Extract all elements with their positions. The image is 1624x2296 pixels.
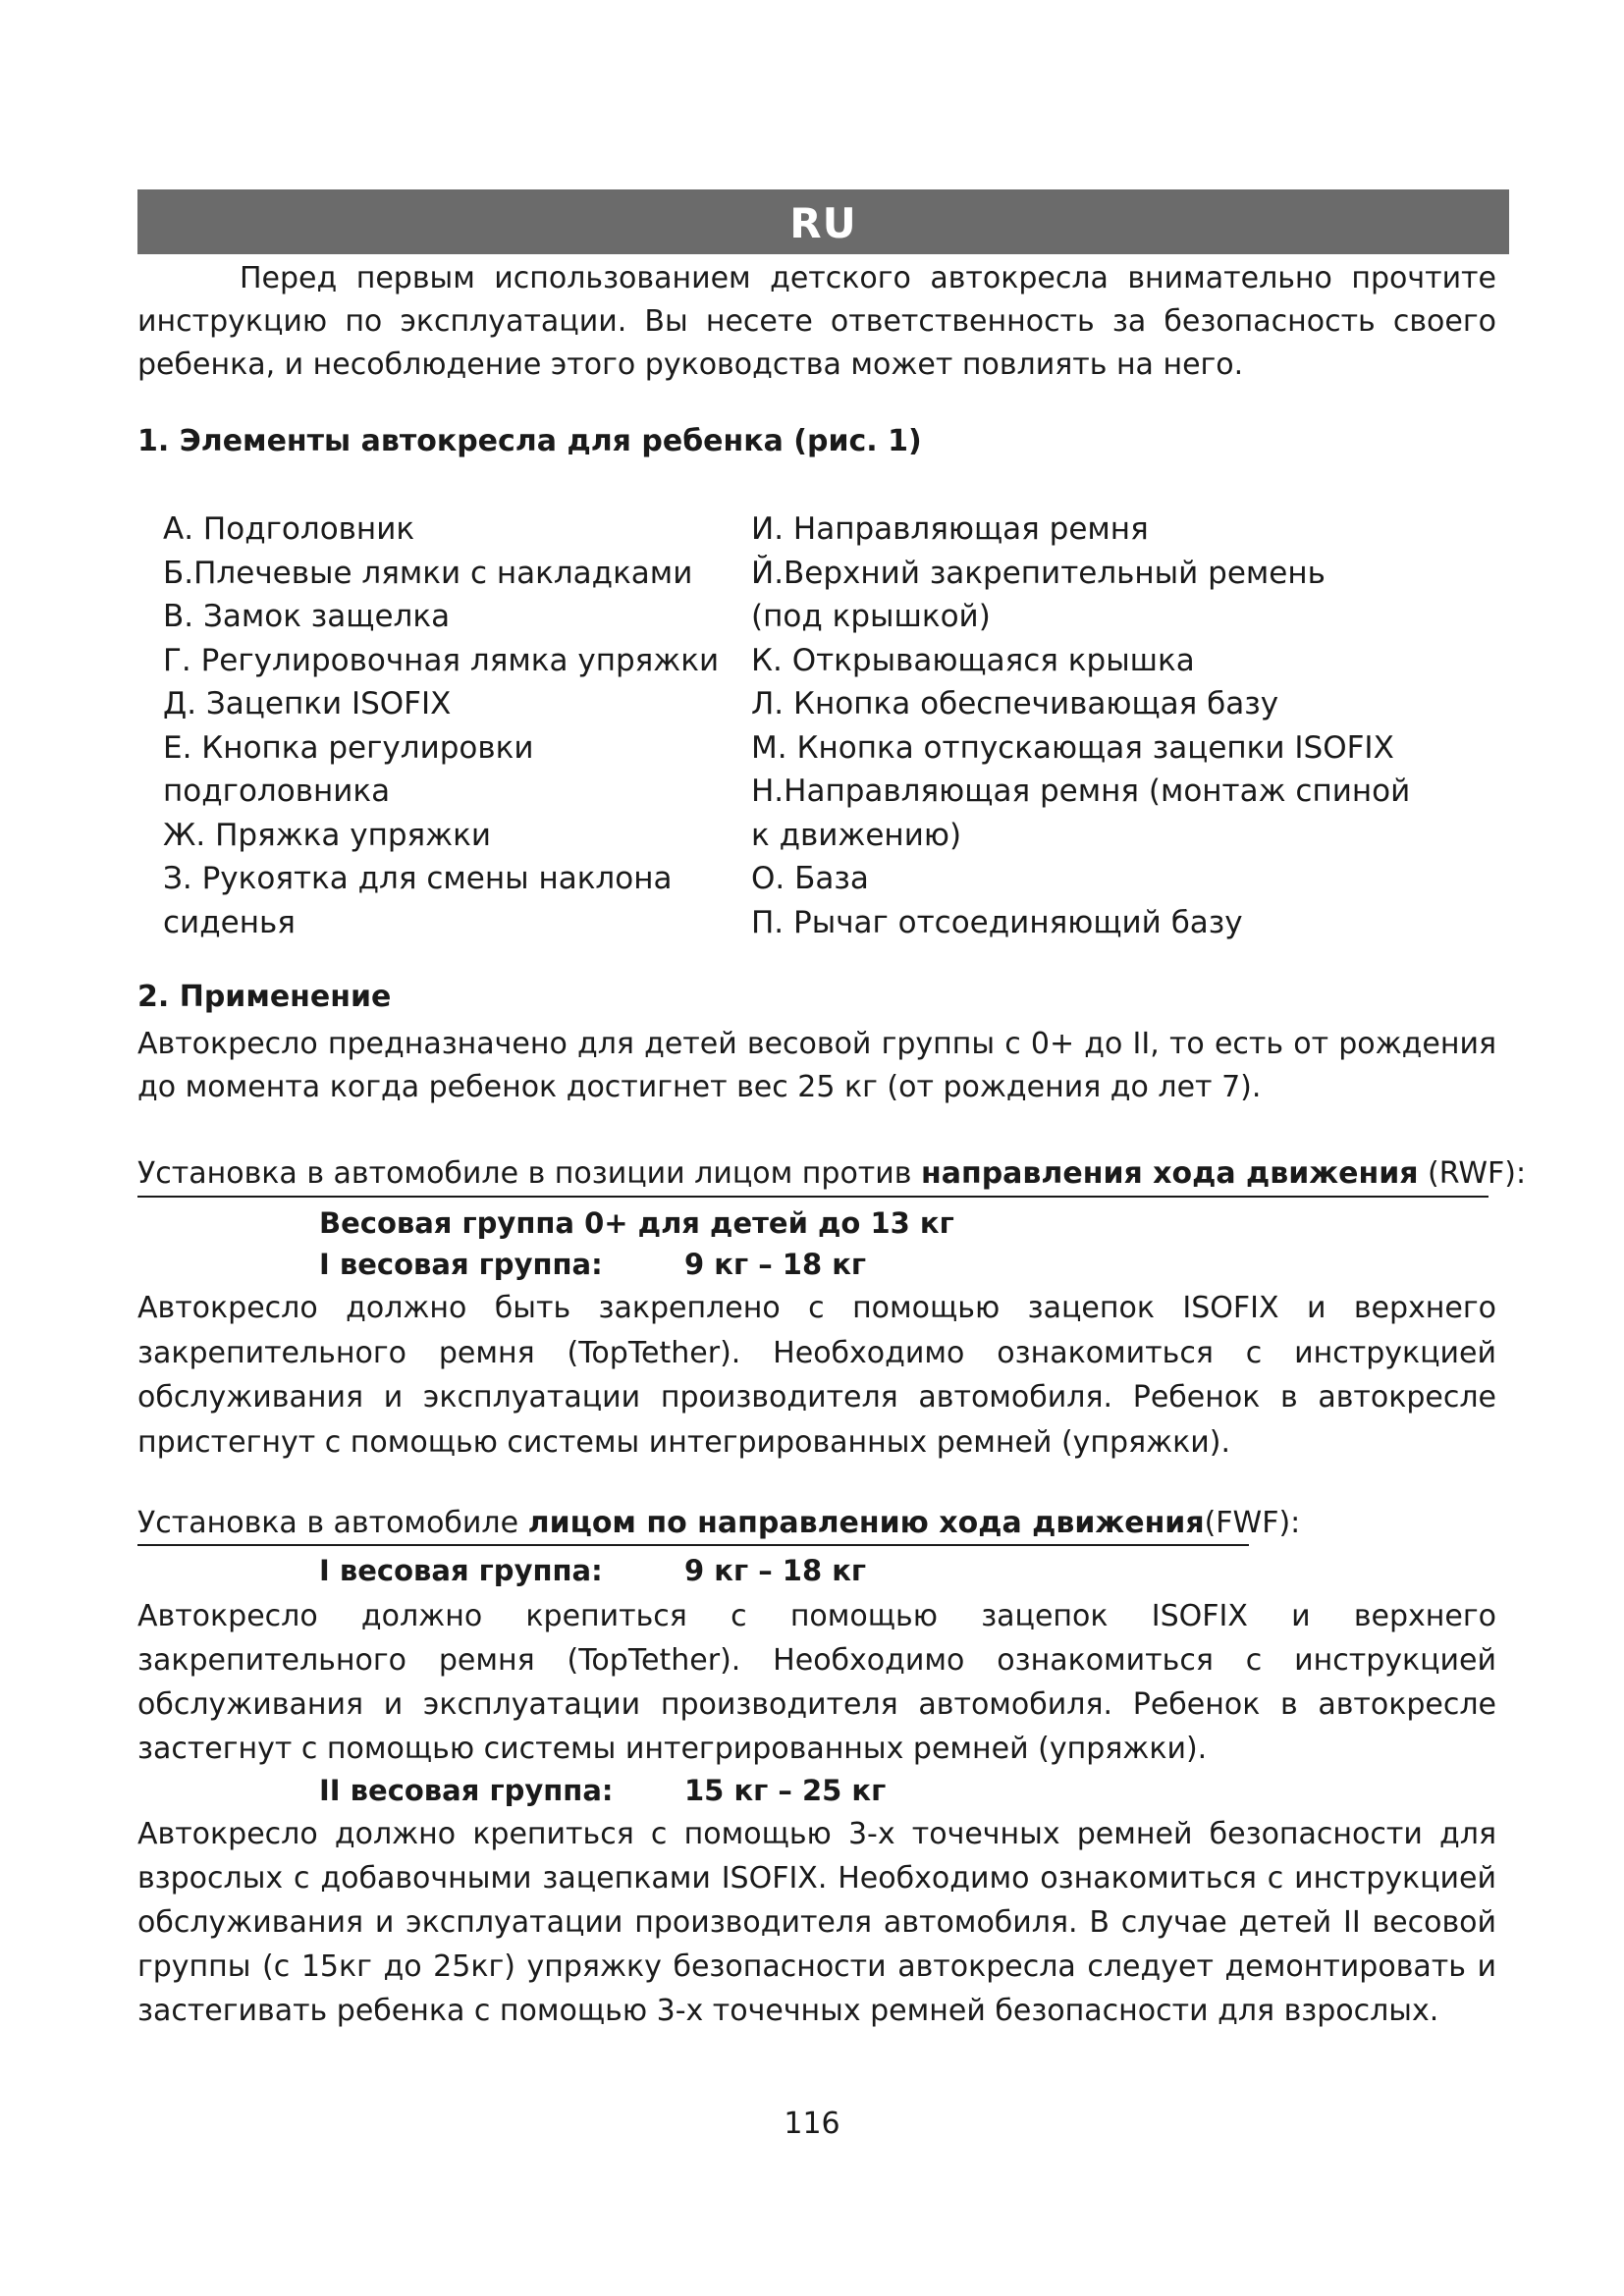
fwf-group-2-label: II весовая группа:: [319, 1774, 614, 1807]
rwf-group-1: [319, 1245, 867, 1284]
fwf-text-1: Автокресло должно крепиться с помощью зацепок ISOFIX и верхнего закрепительного ремня (TopTether). Необходимо ознакомиться с инструкцией обслуживания и эксплуатации производителя автомобиля. Ребенок в автокресле застегнут с помощью системы интегрированных ремней (упряжки).: [137, 1599, 1496, 1766]
list-item: Г. Регулировочная лямка упряжки: [163, 642, 720, 678]
section2-title: 2. Применение: [137, 980, 392, 1014]
intro-text: Перед первым использованием детского автокресла внимательно прочтите инструкцию по эксплуатации. Вы несете ответственность за безопасность своего ребенка, и несоблюдение этого руководства может повлиять на него.: [137, 261, 1496, 382]
rwf-group-0plus: Весовая группа 0+ для детей до 13 кг: [319, 1206, 954, 1240]
rwf-heading-pre: Установка в автомобиле в позиции лицом против: [137, 1156, 921, 1191]
rwf-group-1-label: I весовая группа:: [319, 1248, 603, 1281]
list-item: Д. Зацепки ISOFIX: [163, 686, 452, 721]
fwf-heading-post: (FWF):: [1204, 1506, 1301, 1540]
list-item: Ж. Пряжка упряжки: [163, 817, 491, 853]
fwf-group-2-range: 15 кг – 25 кг: [684, 1774, 887, 1807]
list-item: сиденья: [163, 904, 296, 940]
section2-text: Автокресло предназначено для детей весовой группы с 0+ до II, то есть от рождения до момента когда ребенок достигнет вес 25 кг (от рождения до лет 7).: [137, 1027, 1496, 1104]
language-header-bar: [137, 189, 1509, 254]
fwf-heading-underline: [137, 1544, 1249, 1546]
parts-list-right: [751, 507, 1497, 944]
rwf-text: Автокресло должно быть закреплено с помощью зацепок ISOFIX и верхнего закрепительного ремня (TopTether). Необходимо ознакомиться с инструкцией обслуживания и эксплуатации производителя автомобиля. Ребенок в автокресле пристегнут с помощью системы интегрированных ремней (упряжки).: [137, 1291, 1496, 1460]
fwf-heading: [137, 1504, 1300, 1543]
rwf-group-1-range: 9 кг – 18 кг: [684, 1248, 867, 1281]
list-item: подголовника: [163, 774, 391, 809]
fwf-group-2: [319, 1771, 887, 1810]
list-item: М. Кнопка отпускающая зацепки ISOFIX: [751, 729, 1394, 766]
list-item: Б.Плечевые лямки с накладками: [163, 555, 693, 591]
list-item: О. База: [751, 861, 869, 896]
fwf-heading-bold: лицом по направлению хода движения: [527, 1506, 1205, 1540]
parts-list-left: [163, 507, 720, 944]
list-item: Е. Кнопка регулировки: [163, 729, 534, 766]
rwf-heading-bold: направления хода движения: [921, 1156, 1419, 1191]
list-item: З. Рукоятка для смены наклона: [163, 861, 673, 896]
fwf-heading-pre: Установка в автомобиле: [137, 1506, 528, 1540]
intro-paragraph: [137, 257, 1496, 387]
section1-title: 1. Элементы автокресла для ребенка (рис. 1): [137, 424, 922, 458]
list-item: к движению): [751, 817, 962, 853]
fwf-text-2: Автокресло должно крепиться с помощью 3-х точечных ремней безопасности для взрослых с добавочными зацепками ISOFIX. Необходимо ознакомиться с инструкцией обслуживания и эксплуатации производителя автомобиля. В случае детей II весовой группы (с 15кг до 25кг) упряжку безопасности автокресла следует демонтировать и застегивать ребенка с помощью 3-х точечных ремней безопасности для взрослых.: [137, 1817, 1496, 2028]
list-item: (под крышкой): [751, 599, 991, 634]
rwf-heading-underline: [137, 1196, 1489, 1198]
list-item: Й.Верхний закрепительный ремень: [751, 555, 1326, 591]
list-item: В. Замок защелка: [163, 599, 451, 634]
fwf-group-1: [319, 1551, 867, 1590]
page-number: 116: [784, 2107, 840, 2141]
fwf-group-1-range: 9 кг – 18 кг: [684, 1554, 867, 1587]
list-item: А. Подголовник: [163, 511, 415, 547]
fwf-group-1-label: I весовая группа:: [319, 1554, 603, 1587]
list-item: П. Рычаг отсоединяющий базу: [751, 904, 1243, 940]
rwf-heading-post: (RWF):: [1418, 1156, 1527, 1191]
list-item: И. Направляющая ремня: [751, 511, 1149, 547]
rwf-heading: [137, 1154, 1526, 1194]
language-code: RU: [789, 199, 857, 247]
list-item: Л. Кнопка обеспечивающая базу: [751, 686, 1279, 721]
list-item: Н.Направляющая ремня (монтаж спиной: [751, 774, 1411, 809]
list-item: К. Открывающаяся крышка: [751, 642, 1195, 678]
